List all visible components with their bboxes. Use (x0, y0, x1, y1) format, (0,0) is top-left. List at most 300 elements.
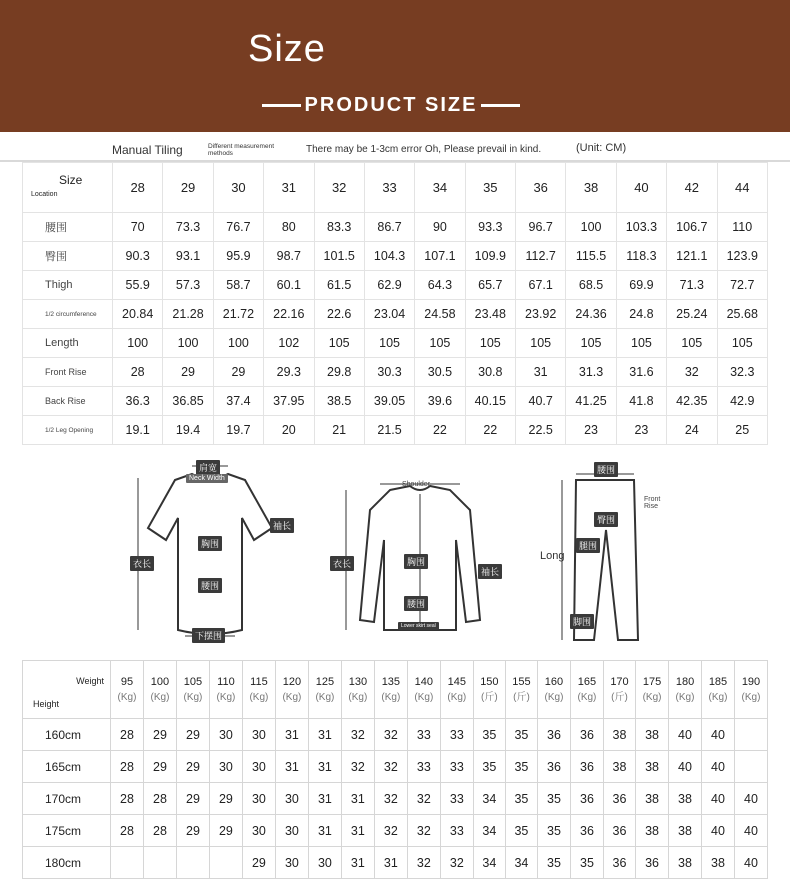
size-recommend-cell: 34 (473, 815, 505, 847)
size-value-cell: 93.1 (163, 242, 213, 271)
size-value-cell: 112.7 (516, 242, 566, 271)
size-value-cell: 98.7 (264, 242, 314, 271)
size-value-cell: 83.3 (314, 213, 364, 242)
size-recommend-cell: 38 (603, 751, 635, 783)
size-value-cell: 19.1 (113, 416, 163, 445)
size-recommend-cell: 30 (242, 751, 275, 783)
size-recommend-cell (176, 847, 209, 879)
tshirt-neck-tag: Neck Width (186, 474, 228, 483)
size-recommend-cell: 36 (570, 751, 603, 783)
size-recommend-cell: 31 (275, 719, 308, 751)
size-row-label: Front Rise (23, 358, 113, 387)
size-value-cell: 23.92 (516, 300, 566, 329)
size-value-cell: 73.3 (163, 213, 213, 242)
pants-hip-tag: 臀围 (594, 512, 618, 527)
size-value-cell: 25.68 (717, 300, 768, 329)
weight-value: 155 (512, 675, 531, 688)
size-value-cell: 21.5 (364, 416, 414, 445)
size-recommend-cell: 36 (537, 719, 570, 751)
pants-leg-tag: 脚围 (570, 614, 594, 629)
size-value-cell: 31.3 (566, 358, 616, 387)
size-value-cell: 100 (113, 329, 163, 358)
size-value-cell: 22.5 (516, 416, 566, 445)
size-value-cell: 107.1 (415, 242, 465, 271)
size-value-cell: 31.6 (616, 358, 666, 387)
tshirt-chest-tag: 胸围 (198, 536, 222, 551)
size-value-cell: 23 (616, 416, 666, 445)
height-label-cell: 165cm (23, 751, 111, 783)
weight-header-cell (570, 661, 603, 719)
size-recommend-cell: 40 (734, 815, 767, 847)
size-recommend-cell: 30 (275, 783, 308, 815)
size-value-cell: 70 (113, 213, 163, 242)
size-value-cell: 58.7 (213, 271, 263, 300)
size-recommend-cell: 30 (308, 847, 341, 879)
size-recommend-cell: 29 (176, 783, 209, 815)
height-label-cell: 175cm (23, 815, 111, 847)
size-recommend-cell: 28 (111, 783, 144, 815)
size-recommend-cell: 30 (209, 751, 242, 783)
size-recommend-cell: 30 (242, 815, 275, 847)
size-recommend-cell: 40 (702, 783, 735, 815)
size-recommend-cell: 30 (242, 719, 275, 751)
pants-long-label: Long (540, 550, 565, 562)
size-recommend-cell: 32 (374, 815, 407, 847)
location-header-label: Location (31, 191, 58, 198)
error-note-text: There may be 1-3cm error Oh, Please prevail in kind. (306, 144, 542, 155)
size-recommend-cell: 31 (341, 783, 374, 815)
size-recommend-cell: 35 (570, 847, 603, 879)
size-value-cell: 121.1 (667, 242, 717, 271)
size-value-cell: 90 (415, 213, 465, 242)
size-row-label: Thigh (23, 271, 113, 300)
tshirt-sleeve-tag: 袖长 (270, 518, 294, 533)
size-header-label: Size (59, 173, 83, 187)
size-recommend-cell (111, 847, 144, 879)
banner-title: Size (248, 28, 326, 70)
weight-value: 180 (675, 675, 695, 688)
size-recommend-cell: 36 (537, 751, 570, 783)
shirt-shoulder-label: Shoulder (402, 481, 431, 488)
size-recommend-cell: 38 (636, 783, 669, 815)
shirt-chest-tag: 胸围 (404, 554, 428, 569)
size-recommend-cell: 28 (111, 751, 144, 783)
weight-header-cell (603, 661, 635, 719)
size-header-cell: 40 (616, 163, 666, 213)
banner-subtitle: PRODUCT SIZE (304, 93, 478, 116)
size-recommend-cell: 31 (308, 783, 341, 815)
size-recommend-cell: 29 (176, 751, 209, 783)
size-value-cell: 105 (364, 329, 414, 358)
size-value-cell: 29.8 (314, 358, 364, 387)
size-recommend-cell: 36 (603, 815, 635, 847)
size-value-cell: 76.7 (213, 213, 263, 242)
size-recommend-cell: 32 (374, 719, 407, 751)
size-recommend-cell: 31 (308, 751, 341, 783)
size-value-cell: 30.5 (415, 358, 465, 387)
weight-value: 105 (183, 675, 203, 688)
size-value-cell: 22 (415, 416, 465, 445)
size-value-cell: 105 (717, 329, 768, 358)
size-location-header (23, 163, 113, 213)
size-value-cell: 61.5 (314, 271, 364, 300)
size-value-cell: 80 (264, 213, 314, 242)
size-recommend-cell: 33 (407, 719, 440, 751)
weight-header-cell (176, 661, 209, 719)
size-value-cell: 71.3 (667, 271, 717, 300)
size-value-cell: 21.72 (213, 300, 263, 329)
size-recommend-cell: 30 (242, 783, 275, 815)
size-header-cell: 31 (264, 163, 314, 213)
weight-unit: (Kg) (315, 691, 335, 703)
size-row (23, 300, 768, 329)
banner-subtitle-row (262, 90, 520, 120)
size-recommend-cell: 31 (341, 847, 374, 879)
size-value-cell: 86.7 (364, 213, 414, 242)
weight-header-row (23, 661, 768, 719)
size-recommend-cell: 35 (505, 783, 537, 815)
height-label-cell: 160cm (23, 719, 111, 751)
size-recommend-cell: 36 (603, 847, 635, 879)
size-value-cell: 40.15 (465, 387, 515, 416)
pants-front-rise-label: Front Rise (644, 496, 661, 510)
weight-row (23, 847, 768, 879)
size-value-cell: 21.28 (163, 300, 213, 329)
weight-unit: (Kg) (249, 691, 269, 703)
size-recommend-cell: 35 (537, 783, 570, 815)
size-value-cell: 90.3 (113, 242, 163, 271)
size-value-cell: 30.3 (364, 358, 414, 387)
size-row-label: 臀围 (23, 242, 113, 271)
size-value-cell: 29 (213, 358, 263, 387)
size-value-cell: 101.5 (314, 242, 364, 271)
weight-unit: (Kg) (381, 691, 401, 703)
size-recommend-cell: 40 (702, 815, 735, 847)
size-recommend-cell: 38 (702, 847, 735, 879)
weight-header-cell (209, 661, 242, 719)
size-value-cell: 105 (566, 329, 616, 358)
weight-unit: (斤) (481, 691, 498, 703)
size-value-cell: 23.04 (364, 300, 414, 329)
size-recommend-cell: 38 (669, 783, 702, 815)
size-value-cell: 95.9 (213, 242, 263, 271)
size-recommend-cell: 28 (143, 783, 176, 815)
size-value-cell: 24.58 (415, 300, 465, 329)
weight-value: 100 (150, 675, 170, 688)
size-value-cell: 23.48 (465, 300, 515, 329)
size-recommend-cell: 35 (537, 847, 570, 879)
size-value-cell: 20 (264, 416, 314, 445)
size-recommend-cell: 36 (570, 783, 603, 815)
size-recommend-cell: 36 (570, 719, 603, 751)
size-value-cell: 21 (314, 416, 364, 445)
size-recommend-cell: 31 (308, 815, 341, 847)
size-value-cell: 29.3 (264, 358, 314, 387)
size-value-cell: 100 (566, 213, 616, 242)
size-recommend-cell: 32 (407, 847, 440, 879)
size-recommend-cell: 38 (669, 847, 702, 879)
weight-unit: (Kg) (282, 691, 302, 703)
size-recommend-cell: 38 (603, 719, 635, 751)
weight-unit: (Kg) (447, 691, 467, 703)
size-recommend-cell: 29 (209, 783, 242, 815)
size-value-cell: 19.7 (213, 416, 263, 445)
weight-value: 140 (414, 675, 434, 688)
weight-value: 135 (381, 675, 401, 688)
size-value-cell: 102 (264, 329, 314, 358)
size-recommend-cell: 29 (176, 815, 209, 847)
info-bar (38, 132, 754, 160)
size-value-cell: 41.25 (566, 387, 616, 416)
size-recommend-cell: 30 (275, 847, 308, 879)
size-value-cell: 123.9 (717, 242, 768, 271)
weight-unit: (Kg) (216, 691, 236, 703)
size-value-cell: 68.5 (566, 271, 616, 300)
size-value-cell: 24.36 (566, 300, 616, 329)
pants-waist-tag: 腰围 (594, 462, 618, 477)
size-value-cell: 22 (465, 416, 515, 445)
manual-tiling-text: Manual Tiling (112, 143, 183, 157)
size-recommend-cell: 35 (505, 751, 537, 783)
size-value-cell: 38.5 (314, 387, 364, 416)
size-recommend-cell: 32 (374, 783, 407, 815)
size-value-cell: 93.3 (465, 213, 515, 242)
size-value-cell: 29 (163, 358, 213, 387)
size-header-cell: 34 (415, 163, 465, 213)
weight-value: 185 (708, 675, 728, 688)
size-recommend-cell: 33 (407, 751, 440, 783)
weight-unit: (Kg) (150, 691, 170, 703)
size-value-cell: 62.9 (364, 271, 414, 300)
size-recommend-cell (143, 847, 176, 879)
size-value-cell: 39.05 (364, 387, 414, 416)
weight-value: 125 (315, 675, 335, 688)
size-value-cell: 23 (566, 416, 616, 445)
size-recommend-cell: 30 (209, 719, 242, 751)
size-value-cell: 25 (717, 416, 768, 445)
size-recommend-cell: 35 (473, 751, 505, 783)
size-value-cell: 69.9 (616, 271, 666, 300)
size-recommend-cell: 32 (341, 751, 374, 783)
size-value-cell: 105 (516, 329, 566, 358)
weight-value: 175 (642, 675, 662, 688)
size-value-cell: 42.9 (717, 387, 768, 416)
size-value-cell: 72.7 (717, 271, 768, 300)
weight-unit: (Kg) (741, 691, 761, 703)
size-recommend-cell (734, 719, 767, 751)
size-recommend-cell: 34 (473, 783, 505, 815)
weight-value: 145 (447, 675, 467, 688)
weight-header-cell (636, 661, 669, 719)
weight-header-cell (734, 661, 767, 719)
size-value-cell: 105 (667, 329, 717, 358)
size-value-cell: 22.16 (264, 300, 314, 329)
size-row (23, 271, 768, 300)
shirt-waist-tag: 腰围 (404, 596, 428, 611)
weight-header-cell (374, 661, 407, 719)
size-recommend-cell: 35 (505, 815, 537, 847)
tshirt-length-tag: 衣长 (130, 556, 154, 571)
size-value-cell: 105 (314, 329, 364, 358)
size-header-cell: 42 (667, 163, 717, 213)
height-label-cell: 170cm (23, 783, 111, 815)
size-value-cell: 104.3 (364, 242, 414, 271)
weight-unit: (Kg) (183, 691, 203, 703)
size-header-cell: 35 (465, 163, 515, 213)
size-recommend-cell (209, 847, 242, 879)
size-value-cell: 64.3 (415, 271, 465, 300)
size-recommend-cell: 38 (636, 815, 669, 847)
shirt-sleeve-tag: 袖长 (478, 564, 502, 579)
weight-value: 95 (120, 675, 134, 688)
size-value-cell: 105 (415, 329, 465, 358)
size-value-cell: 37.4 (213, 387, 263, 416)
header-banner (0, 0, 790, 132)
weight-header-label: Weight (76, 676, 104, 686)
size-recommend-cell: 32 (374, 751, 407, 783)
size-row-label: Length (23, 329, 113, 358)
size-value-cell: 32 (667, 358, 717, 387)
weight-height-header (23, 661, 111, 719)
size-recommend-cell: 28 (111, 815, 144, 847)
weight-header-cell (537, 661, 570, 719)
tshirt-shoulder-tag: 肩宽 (196, 460, 220, 475)
size-row (23, 358, 768, 387)
weight-value: 160 (544, 675, 564, 688)
size-recommend-cell: 28 (111, 719, 144, 751)
divider-right (481, 104, 520, 107)
weight-unit: (斤) (513, 691, 530, 703)
size-value-cell: 24 (667, 416, 717, 445)
size-value-cell: 105 (616, 329, 666, 358)
size-row-label: 腰围 (23, 213, 113, 242)
size-recommend-cell: 32 (407, 815, 440, 847)
size-value-cell: 39.6 (415, 387, 465, 416)
size-recommend-cell: 31 (341, 815, 374, 847)
size-value-cell: 115.5 (566, 242, 616, 271)
size-value-cell: 96.7 (516, 213, 566, 242)
size-recommend-cell: 40 (669, 751, 702, 783)
tshirt-hem-tag: 下摆围 (192, 628, 225, 643)
weight-value: 170 (610, 675, 629, 688)
weight-header-cell (143, 661, 176, 719)
weight-header-cell (505, 661, 537, 719)
size-recommend-cell: 29 (209, 815, 242, 847)
weight-header-cell (669, 661, 702, 719)
size-recommend-cell: 33 (440, 815, 473, 847)
weight-unit: (Kg) (577, 691, 597, 703)
weight-row (23, 751, 768, 783)
size-header-cell: 38 (566, 163, 616, 213)
size-header-cell: 33 (364, 163, 414, 213)
size-value-cell: 32.3 (717, 358, 768, 387)
size-recommend-cell: 38 (636, 719, 669, 751)
size-value-cell: 28 (113, 358, 163, 387)
size-recommend-cell: 36 (636, 847, 669, 879)
unit-text: (Unit: CM) (576, 142, 627, 154)
size-recommend-cell: 33 (440, 751, 473, 783)
size-recommend-cell: 29 (242, 847, 275, 879)
weight-unit: (Kg) (414, 691, 434, 703)
weight-header-cell (242, 661, 275, 719)
size-recommend-cell: 34 (473, 847, 505, 879)
size-row-label: 1/2 circumference (23, 300, 113, 329)
size-value-cell: 55.9 (113, 271, 163, 300)
size-table (22, 162, 768, 445)
size-row-label: Back Rise (23, 387, 113, 416)
size-value-cell: 100 (163, 329, 213, 358)
size-recommend-cell: 36 (570, 815, 603, 847)
size-header-cell: 30 (213, 163, 263, 213)
size-recommend-cell: 31 (275, 751, 308, 783)
size-header-cell: 36 (516, 163, 566, 213)
size-value-cell: 57.3 (163, 271, 213, 300)
size-row (23, 213, 768, 242)
size-value-cell: 103.3 (616, 213, 666, 242)
size-value-cell: 20.84 (113, 300, 163, 329)
weight-value: 150 (480, 675, 499, 688)
weight-header-cell (702, 661, 735, 719)
size-recommend-cell: 40 (669, 719, 702, 751)
shirt-length-tag: 衣长 (330, 556, 354, 571)
size-recommend-cell: 29 (143, 719, 176, 751)
tshirt-waist-tag: 腰围 (198, 578, 222, 593)
weight-header-cell (473, 661, 505, 719)
size-value-cell: 31 (516, 358, 566, 387)
size-value-cell: 105 (465, 329, 515, 358)
size-header-cell: 44 (717, 163, 768, 213)
size-row (23, 387, 768, 416)
size-recommend-cell: 32 (407, 783, 440, 815)
size-recommend-cell: 40 (734, 783, 767, 815)
size-recommend-cell: 32 (440, 847, 473, 879)
size-recommend-cell: 35 (537, 815, 570, 847)
size-recommend-cell: 29 (143, 751, 176, 783)
weight-value: 110 (217, 675, 235, 688)
size-value-cell: 60.1 (264, 271, 314, 300)
weight-header-cell (341, 661, 374, 719)
weight-value: 165 (577, 675, 597, 688)
weight-unit: (斤) (611, 691, 628, 703)
size-recommend-cell: 35 (505, 719, 537, 751)
size-header-cell: 32 (314, 163, 364, 213)
weight-header-cell (407, 661, 440, 719)
size-value-cell: 100 (213, 329, 263, 358)
size-recommend-cell: 35 (473, 719, 505, 751)
size-value-cell: 37.95 (264, 387, 314, 416)
size-value-cell: 42.35 (667, 387, 717, 416)
size-recommend-cell: 28 (143, 815, 176, 847)
size-value-cell: 106.7 (667, 213, 717, 242)
weight-value: 120 (282, 675, 302, 688)
size-header-cell: 28 (113, 163, 163, 213)
weight-unit: (Kg) (117, 691, 137, 703)
size-value-cell: 118.3 (616, 242, 666, 271)
size-value-cell: 22.6 (314, 300, 364, 329)
size-row (23, 242, 768, 271)
size-value-cell: 110 (717, 213, 768, 242)
size-value-cell: 65.7 (465, 271, 515, 300)
size-value-cell: 19.4 (163, 416, 213, 445)
size-value-cell: 24.8 (616, 300, 666, 329)
size-value-cell: 30.8 (465, 358, 515, 387)
size-row (23, 329, 768, 358)
size-recommend-cell: 40 (734, 847, 767, 879)
size-recommend-cell: 40 (702, 719, 735, 751)
size-recommend-cell: 30 (275, 815, 308, 847)
weight-value: 130 (348, 675, 368, 688)
weight-row (23, 783, 768, 815)
